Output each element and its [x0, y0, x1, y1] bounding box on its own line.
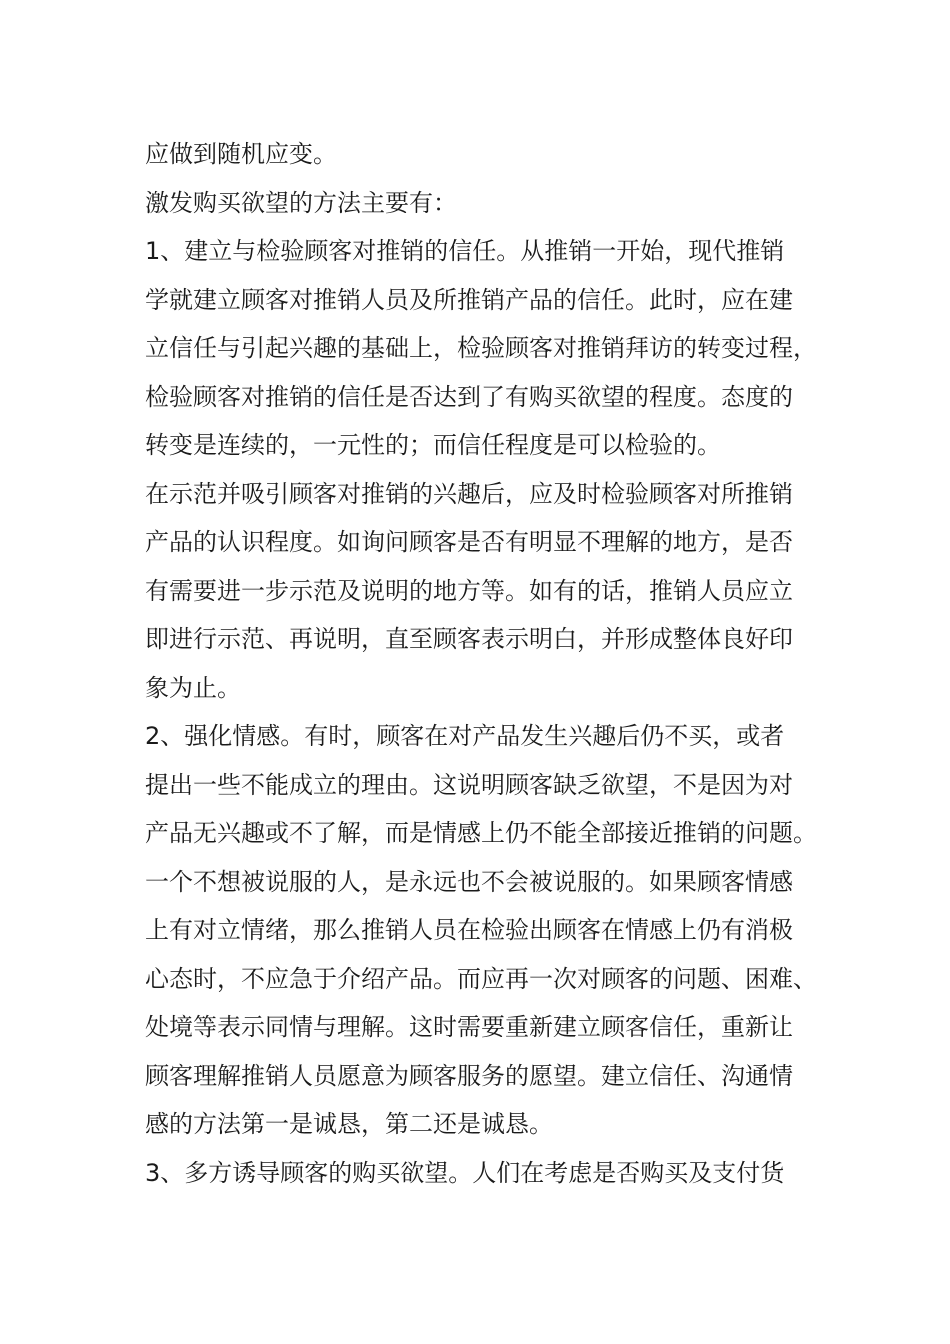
text-line: 心态时，不应急于介绍产品。而应再一次对顾客的问题、困难、 — [145, 964, 817, 993]
text-line: 立信任与引起兴趣的基础上，检验顾客对推销拜访的转变过程， — [145, 334, 817, 362]
text-line: 3、多方诱导顾客的购买欲望。人们在考虑是否购买及支付货 — [145, 1158, 785, 1187]
text-line: 上有对立情绪，那么推销人员在检验出顾客在情感上仍有消极 — [145, 916, 793, 944]
text-line: 一个不想被说服的人，是永远也不会被说服的。如果顾客情感 — [145, 867, 793, 896]
text-line: 2、强化情感。有时，顾客在对产品发生兴趣后仍不买，或者 — [145, 722, 785, 750]
text-line: 转变是连续的，一元性的；而信任程度是可以检验的。 — [145, 431, 721, 459]
text-line: 象为止。 — [145, 673, 241, 702]
text-line: 处境等表示同情与理解。这时需要重新建立顾客信任，重新让 — [145, 1013, 793, 1041]
text-line: 感的方法第一是诚恳，第二还是诚恳。 — [145, 1110, 553, 1138]
text-line: 应做到随机应变。 — [145, 140, 337, 168]
text-line: 提出一些不能成立的理由。这说明顾客缺乏欲望，不是因为对 — [145, 770, 793, 799]
body-text — [145, 130, 845, 1197]
text-line: 检验顾客对推销的信任是否达到了有购买欲望的程度。态度的 — [145, 382, 793, 411]
text-line: 激发购买欲望的方法主要有： — [145, 188, 457, 217]
text-line: 即进行示范、再说明，直至顾客表示明白，并形成整体良好印 — [145, 625, 793, 653]
text-line: 产品无兴趣或不了解，而是情感上仍不能全部接近推销的问题。 — [145, 819, 817, 847]
text-line: 在示范并吸引顾客对推销的兴趣后，应及时检验顾客对所推销 — [145, 479, 793, 508]
text-line: 1、建立与检验顾客对推销的信任。从推销一开始，现代推销 — [145, 237, 785, 265]
text-line: 产品的认识程度。如询问顾客是否有明显不理解的地方，是否 — [145, 528, 793, 556]
text-line: 有需要进一步示范及说明的地方等。如有的话，推销人员应立 — [145, 576, 793, 605]
text-line: 学就建立顾客对推销人员及所推销产品的信任。此时，应在建 — [145, 285, 793, 314]
text-line: 顾客理解推销人员愿意为顾客服务的愿望。建立信任、沟通情 — [145, 1061, 793, 1090]
